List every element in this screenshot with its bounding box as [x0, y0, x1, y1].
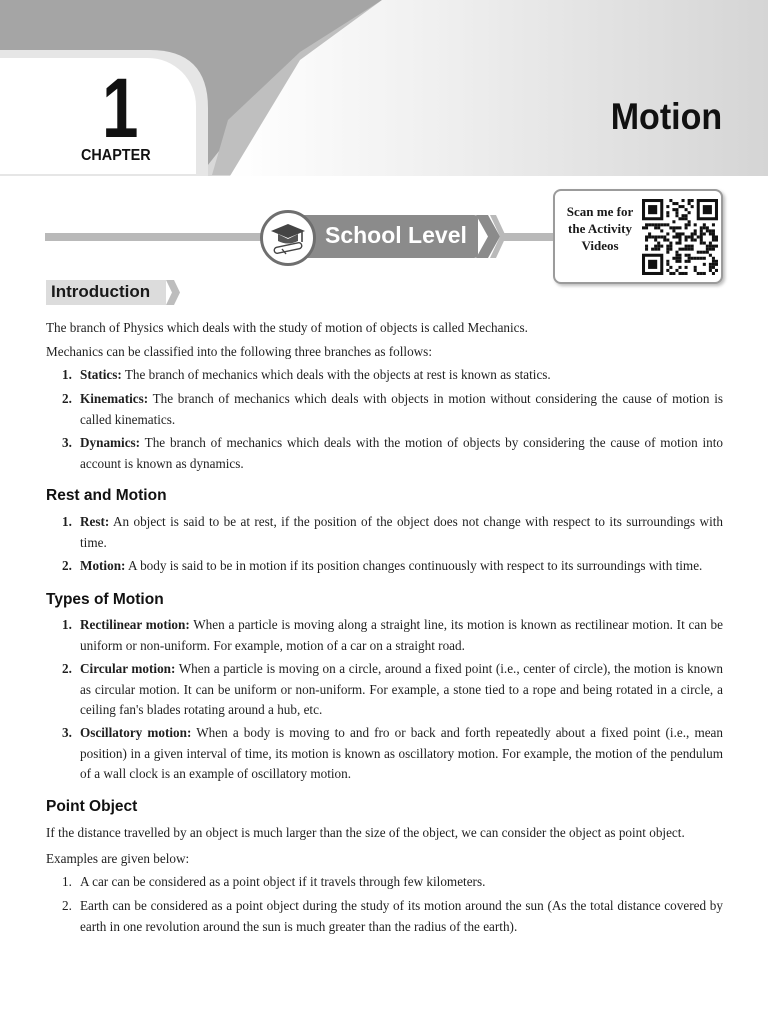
list-number: 1. [62, 367, 72, 382]
list-text: Earth can be considered as a point object during the study of its motion around the sun (As the total distance covered by earth in one revolution around the sun is much greater than the radius of the earth). [80, 898, 723, 934]
list-text: When a body is moving to and fro or back and forth repeatedly about a fixed point (i.e., mean position) in a given interval of time, its motion is known as oscillatory motion. For example, the motion of the pendulum of a wall clock is an example of oscillatory motion. [80, 725, 723, 781]
list-text: The branch of mechanics which deals with the motion of objects by considering the cause of motion into account is known as dynamics. [80, 435, 723, 471]
list-number: 2. [62, 558, 72, 573]
level-rule-left [45, 233, 267, 241]
list-term: Statics: [80, 367, 122, 382]
qr-box [553, 189, 723, 284]
list-term: Rectilinear motion: [80, 617, 190, 632]
list-item [46, 512, 723, 553]
list-item [46, 433, 723, 474]
list-item [46, 723, 723, 785]
introduction-heading: Introduction [51, 282, 151, 301]
qr-code-icon[interactable] [642, 199, 718, 275]
chapter-label: CHAPTER [81, 147, 151, 164]
level-label: School Level [325, 222, 467, 248]
list-item [46, 896, 723, 937]
list-item [46, 659, 723, 721]
list-term: Kinematics: [80, 391, 149, 406]
tag-arrow-icon [166, 280, 182, 305]
list-text: When a particle is moving along a straight line, its motion is known as rectilinear motion. It can be uniform or non-uniform. For example, motion of a car on a straight road. [80, 617, 723, 653]
list-text: A car can be considered as a point object if it travels through few kilometers. [80, 874, 486, 889]
section-heading: Point Object [46, 798, 138, 815]
list-number: 1. [62, 514, 72, 529]
section-heading: Rest and Motion [46, 487, 167, 504]
list-item [46, 365, 723, 386]
list-number: 3. [62, 435, 72, 450]
list-number: 1. [62, 874, 72, 889]
intro-paragraph: Mechanics can be classified into the following three branches as follows: [46, 344, 432, 359]
level-arrow-icon [476, 215, 506, 258]
list-number: 2. [62, 898, 72, 913]
list-number: 2. [62, 391, 72, 406]
list-text: The branch of mechanics which deals with objects in motion without considering the cause of motion is called kinematics. [80, 391, 723, 427]
level-rule-right [500, 233, 558, 241]
list-term: Rest: [80, 514, 110, 529]
chapter-header-band [0, 0, 768, 176]
list-term: Circular motion: [80, 661, 176, 676]
list-item [46, 872, 723, 893]
list-term: Dynamics: [80, 435, 141, 450]
point-object-paragraph: Examples are given below: [46, 851, 190, 866]
list-item [46, 389, 723, 430]
section-heading: Types of Motion [46, 591, 164, 608]
chapter-title: Motion [610, 96, 722, 137]
list-item [46, 556, 723, 577]
list-item [46, 615, 723, 656]
list-text: A body is said to be in motion if its position changes continuously with respect to its surroundings with time. [125, 558, 703, 573]
list-text: An object is said to be at rest, if the position of the object does not change with respect to its surroundings with time. [80, 514, 723, 550]
chapter-number: 1 [102, 61, 137, 155]
list-term: Motion: [80, 558, 126, 573]
list-number: 2. [62, 661, 72, 676]
list-text: When a particle is moving on a circle, around a fixed point (i.e., center of circle), the motion is known as circular motion. It can be uniform or non-uniform. For example, a stone tied to a rope and being rotated in a circle, a ceiling fan's blades rotating around a hub, etc. [80, 661, 723, 717]
point-object-paragraph: If the distance travelled by an object is much larger than the size of the object, we can consider the object as point object. [46, 825, 685, 840]
list-text: The branch of mechanics which deals with the objects at rest is known as statics. [121, 367, 551, 382]
qr-caption: Scan me for the Activity Videos [566, 204, 634, 253]
list-number: 3. [62, 725, 72, 740]
graduation-cap-icon [260, 210, 316, 266]
list-term: Oscillatory motion: [80, 725, 192, 740]
list-number: 1. [62, 617, 72, 632]
intro-paragraph: The branch of Physics which deals with the study of motion of objects is called Mechanics. [46, 320, 528, 335]
